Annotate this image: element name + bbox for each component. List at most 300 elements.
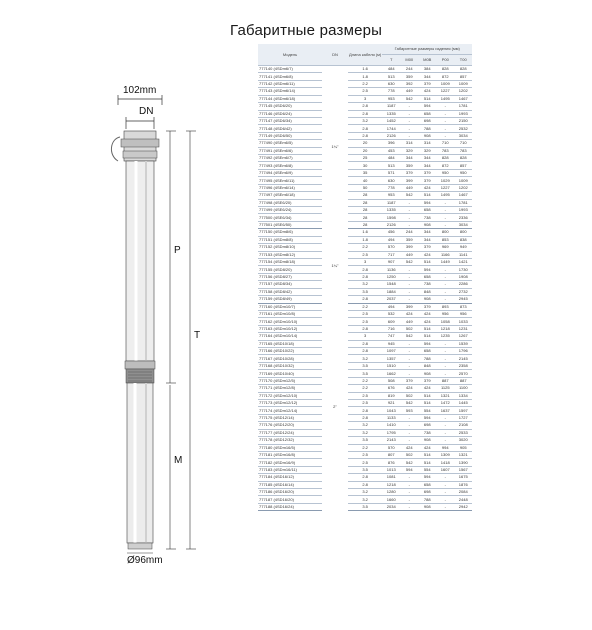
cell-value: - [400, 103, 418, 110]
cell-value: - [436, 221, 454, 228]
table-row [258, 80, 472, 87]
cell-value: 399 [400, 244, 418, 251]
cell-model: 777173 (4SDm12/12) [258, 399, 322, 406]
cell-model: 777175 (4SD12/14) [258, 414, 322, 421]
table-row [258, 229, 472, 236]
cell-value: 828 [436, 66, 454, 73]
cell-value: 921 [382, 399, 400, 406]
cell-value: 502 [400, 392, 418, 399]
cell-value: 532 [382, 310, 400, 317]
cell-value: 876 [382, 459, 400, 466]
cell-value: 630 [382, 80, 400, 87]
cell-value: 514 [418, 192, 436, 199]
cell-cable: 2.2 [348, 377, 382, 384]
cell-value: 717 [382, 251, 400, 258]
cell-value: 344 [418, 236, 436, 243]
cell-value: - [400, 370, 418, 377]
cell-value: 379 [418, 80, 436, 87]
header-t: T [382, 55, 400, 66]
cell-cable: 28 [348, 199, 382, 206]
table-row [258, 296, 472, 303]
cell-value: 1467 [454, 95, 472, 102]
table-row [258, 214, 472, 221]
cell-model: 777140 (4SDm6/7) [258, 66, 322, 73]
cell-value: 1166 [436, 251, 454, 258]
cell-value: 1335 [382, 207, 400, 214]
cell-value: 542 [400, 459, 418, 466]
cell-value: 738 [418, 429, 436, 436]
cell-cable: 2.8 [348, 340, 382, 347]
cell-model: 777162 (4SDm10/10) [258, 318, 322, 325]
cell-cable: 2.8 [348, 125, 382, 132]
pump-body [125, 161, 155, 383]
cell-value: 658 [418, 481, 436, 488]
table-row [258, 422, 472, 429]
table-row [258, 192, 472, 199]
cell-value: 449 [400, 318, 418, 325]
cell-value: - [400, 422, 418, 429]
cell-cable: 2.2 [348, 385, 382, 392]
table-row [258, 459, 472, 466]
cell-value: 945 [382, 340, 400, 347]
cell-model: 777145 (4SD6/20) [258, 103, 322, 110]
cell-cable: 3 [348, 333, 382, 340]
cell-value: 2126 [382, 132, 400, 139]
cell-value: 907 [382, 258, 400, 265]
cell-value: 2570 [454, 370, 472, 377]
cell-cable: 2.2 [348, 244, 382, 251]
cell-value: - [436, 348, 454, 355]
cell-model: 777174 (4SDm12/14) [258, 407, 322, 414]
cell-value: 1043 [382, 407, 400, 414]
cell-cable: 2.8 [348, 132, 382, 139]
cell-value: 1309 [436, 451, 454, 458]
cell-value: 2108 [454, 422, 472, 429]
cell-value: 1321 [454, 451, 472, 458]
header-t00: T00 [454, 55, 472, 66]
cell-model: 777142 (4SDm6/11) [258, 80, 322, 87]
cell-model: 777148 (4SD6/42) [258, 125, 322, 132]
cell-model: 777177 (4SD12/24) [258, 429, 322, 436]
cell-model: 777499 (4SE6/24) [258, 207, 322, 214]
cell-model: 777168 (4SD10/32) [258, 362, 322, 369]
cell-value: 424 [418, 444, 436, 451]
cell-value: 2945 [454, 296, 472, 303]
width-dimension-label: 102mm [123, 85, 157, 96]
cell-value: 1133 [382, 414, 400, 421]
cell-cable: 2.8 [348, 103, 382, 110]
cell-model: 777155 (4SD8/20) [258, 266, 322, 273]
table-row [258, 437, 472, 444]
cell-value: 828 [454, 155, 472, 162]
cell-value: - [400, 496, 418, 503]
cell-model: 777498 (4SE6/20) [258, 199, 322, 206]
cell-model: 777165 (4SD10/18) [258, 340, 322, 347]
cell-value: 542 [400, 258, 418, 265]
cell-value: - [436, 199, 454, 206]
cell-value: 593 [400, 407, 418, 414]
cell-value: 956 [454, 310, 472, 317]
table-row [258, 162, 472, 169]
cell-cable: 2.2 [348, 444, 382, 451]
cell-value: 513 [382, 162, 400, 169]
cell-value: 453 [382, 147, 400, 154]
cell-value: 379 [418, 244, 436, 251]
cell-model: 777158 (4SD8/42) [258, 288, 322, 295]
pump-drawing [90, 95, 240, 565]
cell-value: 1452 [382, 117, 400, 124]
cell-value: 359 [400, 162, 418, 169]
page-title: Габаритные размеры [230, 22, 383, 39]
cell-value: 698 [418, 117, 436, 124]
cell-value: 513 [382, 73, 400, 80]
cell-value: 1009 [436, 80, 454, 87]
cell-value: 359 [400, 73, 418, 80]
cell-value: 1993 [454, 110, 472, 117]
cell-cable: 2.5 [348, 318, 382, 325]
cell-cable: 2.8 [348, 414, 382, 421]
cell-value: 872 [436, 162, 454, 169]
table-row [258, 258, 472, 265]
cell-value: 747 [382, 333, 400, 340]
cell-value: 514 [418, 399, 436, 406]
cell-value: - [400, 288, 418, 295]
cell-value: 710 [454, 140, 472, 147]
cell-value: - [400, 489, 418, 496]
cell-value: 449 [400, 251, 418, 258]
cell-cable: 3 [348, 95, 382, 102]
table-row [258, 125, 472, 132]
cell-value: - [436, 288, 454, 295]
cell-value: 1033 [454, 318, 472, 325]
cell-cable: 3.2 [348, 489, 382, 496]
cell-value: 1227 [436, 88, 454, 95]
cell-cable: 28 [348, 192, 382, 199]
cell-value: - [400, 117, 418, 124]
cell-value: 778 [382, 184, 400, 191]
cell-cable: 3.2 [348, 496, 382, 503]
cell-model: 777185 (4SD16/14) [258, 481, 322, 488]
cell-value: 1993 [454, 207, 472, 214]
cell-value: 953 [382, 192, 400, 199]
cell-value: 908 [418, 370, 436, 377]
cell-value: 359 [400, 236, 418, 243]
cell-model: 777167 (4SD10/28) [258, 355, 322, 362]
cell-value: 1231 [454, 325, 472, 332]
table-row [258, 207, 472, 214]
cell-model: 777178 (4SD12/32) [258, 437, 322, 444]
cell-model: 777490 (4SEm6/5) [258, 140, 322, 147]
cell-cable: 2.8 [348, 325, 382, 332]
table-row [258, 385, 472, 392]
cell-value: 2448 [454, 496, 472, 503]
cell-value: 887 [454, 377, 472, 384]
cell-cable: 28 [348, 221, 382, 228]
cell-value: 1908 [454, 273, 472, 280]
cell-value: - [436, 273, 454, 280]
cell-model: 777187 (4SD16/20) [258, 496, 322, 503]
cell-model: 777495 (4SEm6/11) [258, 177, 322, 184]
cell-value: - [436, 489, 454, 496]
cell-cable: 3.5 [348, 362, 382, 369]
header-cable: Длина кабеля (м) [348, 44, 382, 66]
cell-value: 542 [400, 399, 418, 406]
cell-cable: 3.2 [348, 355, 382, 362]
table-row [258, 66, 472, 73]
table-row [258, 88, 472, 95]
cell-value: 508 [382, 377, 400, 384]
cell-cable: 50 [348, 184, 382, 191]
cell-value: 905 [454, 444, 472, 451]
cell-value: 542 [400, 333, 418, 340]
cell-cable: 2.5 [348, 392, 382, 399]
cell-value: 738 [418, 281, 436, 288]
table-row [258, 474, 472, 481]
cell-value: 1660 [382, 496, 400, 503]
table-row [258, 362, 472, 369]
cell-value: 1235 [436, 333, 454, 340]
dimensions-table [258, 44, 472, 511]
cell-value: 244 [400, 229, 418, 236]
cell-value: 392 [400, 80, 418, 87]
cell-value: 1675 [454, 474, 472, 481]
cell-cable: 2.5 [348, 310, 382, 317]
table-row [258, 103, 472, 110]
cell-value: - [400, 110, 418, 117]
cell-value: 514 [418, 325, 436, 332]
cell-cable: 3.5 [348, 437, 382, 444]
cell-value: 1009 [454, 80, 472, 87]
cell-value: 1597 [454, 407, 472, 414]
cell-value: 807 [382, 451, 400, 458]
cell-value: 872 [436, 73, 454, 80]
cell-value: 658 [418, 110, 436, 117]
cell-cable: 3.5 [348, 288, 382, 295]
cell-dn: 1¼" [331, 144, 339, 150]
cell-model: 777163 (4SDm10/12) [258, 325, 322, 332]
cell-value: 344 [400, 155, 418, 162]
cell-value: - [436, 214, 454, 221]
cell-value: 3034 [454, 221, 472, 228]
table-row [258, 236, 472, 243]
cell-value: 1495 [436, 192, 454, 199]
cell-value: 594 [418, 340, 436, 347]
cell-value: 514 [418, 95, 436, 102]
cell-value: 1730 [454, 266, 472, 273]
table-row [258, 481, 472, 488]
cell-cable: 30 [348, 162, 382, 169]
cell-value: 1218 [382, 481, 400, 488]
header-group: Габаритные размеры изделия (мм) [382, 44, 472, 55]
cell-value: 609 [382, 318, 400, 325]
cell-value: 853 [436, 236, 454, 243]
cell-value: - [400, 340, 418, 347]
cell-value: - [436, 296, 454, 303]
cell-value: 969 [436, 244, 454, 251]
cell-value: - [400, 474, 418, 481]
cell-value: 1884 [382, 288, 400, 295]
cell-value: 1781 [454, 103, 472, 110]
table-row [258, 251, 472, 258]
table-row [258, 288, 472, 295]
cell-value: 828 [436, 155, 454, 162]
cell-value: - [436, 503, 454, 510]
cell-value: - [436, 474, 454, 481]
p-dimension-label: P [174, 245, 181, 256]
header-dn: DN [322, 44, 348, 66]
cell-value: 1781 [454, 199, 472, 206]
cell-value: 838 [454, 236, 472, 243]
cell-value: 953 [382, 95, 400, 102]
cell-value: 2084 [454, 489, 472, 496]
cell-cable: 2.8 [348, 296, 382, 303]
pump-motor [127, 383, 153, 549]
cell-value: 1058 [436, 318, 454, 325]
cell-value: - [400, 414, 418, 421]
table-row [258, 370, 472, 377]
table-row [258, 132, 472, 139]
table-row [258, 110, 472, 117]
cell-value: 1267 [454, 333, 472, 340]
cell-value: 800 [436, 229, 454, 236]
cell-value: - [436, 125, 454, 132]
cell-value: 716 [382, 325, 400, 332]
cell-value: 424 [418, 318, 436, 325]
cell-value: 594 [400, 466, 418, 473]
cell-value: 424 [418, 251, 436, 258]
cell-value: 379 [400, 169, 418, 176]
cell-value: - [436, 281, 454, 288]
cell-value: 2037 [382, 296, 400, 303]
cell-model: 777182 (4SDm16/9) [258, 459, 322, 466]
cell-value: 456 [382, 229, 400, 236]
cell-cable: 2.8 [348, 407, 382, 414]
cell-model: 777146 (4SD6/24) [258, 110, 322, 117]
cell-value: 542 [400, 192, 418, 199]
cell-value: 1796 [454, 348, 472, 355]
cell-value: - [400, 125, 418, 132]
cell-value: 379 [418, 303, 436, 310]
cell-cable: 2.8 [348, 348, 382, 355]
cell-value: - [400, 199, 418, 206]
table-row [258, 466, 472, 473]
cell-value: 908 [418, 132, 436, 139]
cell-value: 788 [418, 125, 436, 132]
cell-cable: 1.6 [348, 66, 382, 73]
cell-value: 1495 [436, 95, 454, 102]
table-row [258, 303, 472, 310]
cell-value: 1445 [454, 399, 472, 406]
cell-value: 1141 [454, 251, 472, 258]
cell-model: 777161 (4SDm10/8) [258, 310, 322, 317]
cell-value: 570 [382, 244, 400, 251]
cell-value: 244 [400, 66, 418, 73]
cell-value: 384 [418, 66, 436, 73]
cell-model: 777176 (4SD12/20) [258, 422, 322, 429]
cell-model: 777149 (4SD6/50) [258, 132, 322, 139]
cell-value: 514 [418, 333, 436, 340]
cell-value: 396 [382, 140, 400, 147]
cell-value: 1390 [454, 459, 472, 466]
cell-value: 1548 [382, 281, 400, 288]
cell-value: 314 [418, 140, 436, 147]
cell-model: 777157 (4SD8/34) [258, 281, 322, 288]
cell-value: 1876 [454, 481, 472, 488]
cell-value: 1187 [382, 103, 400, 110]
cell-value: 554 [418, 466, 436, 473]
cell-value: - [436, 422, 454, 429]
cell-value: 1125 [436, 385, 454, 392]
header-m00: M00 [400, 55, 418, 66]
cell-value: 1795 [382, 429, 400, 436]
cell-model: 777180 (4SDm16/5) [258, 444, 322, 451]
cell-value: 494 [382, 303, 400, 310]
cell-value: 424 [418, 310, 436, 317]
table-row [258, 266, 472, 273]
cell-cable: 2.2 [348, 80, 382, 87]
table-header-row [258, 44, 472, 55]
cell-value: 893 [436, 303, 454, 310]
table-row [258, 392, 472, 399]
cell-cable: 3.2 [348, 117, 382, 124]
table-row [258, 244, 472, 251]
cell-cable: 40 [348, 177, 382, 184]
cell-value: 1136 [382, 266, 400, 273]
cell-model: 777143 (4SDm6/14) [258, 88, 322, 95]
cell-value: 3034 [454, 132, 472, 139]
cell-value: - [400, 281, 418, 288]
cell-model: 777491 (4SEm6/6) [258, 147, 322, 154]
cell-model: 777497 (4SEm6/18) [258, 192, 322, 199]
cell-value: - [400, 437, 418, 444]
cell-value: 502 [400, 451, 418, 458]
cell-value: 2145 [454, 355, 472, 362]
cell-value: 710 [436, 140, 454, 147]
table-row [258, 73, 472, 80]
table-body [258, 66, 472, 511]
cell-cable: 2.5 [348, 88, 382, 95]
cell-value: 2358 [454, 362, 472, 369]
cell-value: 658 [418, 273, 436, 280]
cell-value: - [400, 481, 418, 488]
cell-value: 344 [418, 162, 436, 169]
cell-value: - [400, 221, 418, 228]
cell-model: 777496 (4SEm6/14) [258, 184, 322, 191]
cell-value: 484 [382, 66, 400, 73]
cell-dn: 2" [333, 403, 337, 409]
cell-value: 514 [418, 392, 436, 399]
cell-value: 344 [418, 155, 436, 162]
cell-value: 329 [418, 147, 436, 154]
cell-cable: 20 [348, 140, 382, 147]
table-row [258, 451, 472, 458]
table-row [258, 273, 472, 280]
cell-value: 379 [418, 377, 436, 384]
cell-value: 1637 [436, 407, 454, 414]
cell-value: - [436, 481, 454, 488]
cell-value: 314 [400, 140, 418, 147]
cell-value: - [400, 214, 418, 221]
cell-value: 848 [418, 288, 436, 295]
cell-cable: 20 [348, 147, 382, 154]
cell-value: 1662 [382, 370, 400, 377]
cell-cable: 3 [348, 258, 382, 265]
cell-value: 908 [418, 503, 436, 510]
cell-value: 379 [418, 177, 436, 184]
cell-value: 514 [418, 258, 436, 265]
table-row [258, 155, 472, 162]
dn-dimension-label: DN [139, 106, 154, 117]
